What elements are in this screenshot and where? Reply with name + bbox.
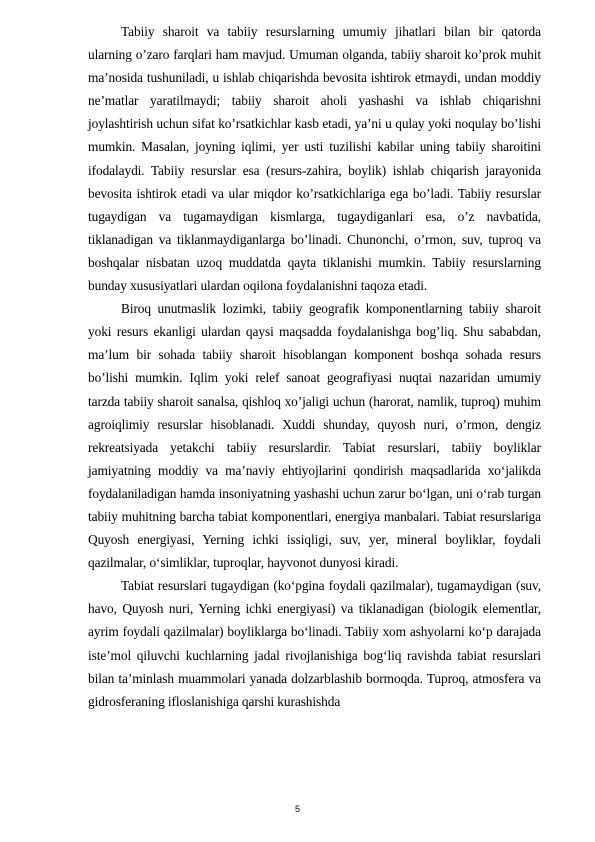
body-paragraph: Tabiat resurslari tugaydigan (ko‘pgina foydali qazilmalar), tugamaydigan (suv, havo, Quyosh nuri, Yerning ichki energiyasi) va tiklanadigan (biologik elementlar, ayrim foydali qazilmalar) boyliklarga bo‘linadi. Tabiiy xom ashyolarni ko‘p darajada iste’mol qiluvchi kuchlarning jadal rivojlanishiga bog‘liq ravishda tabiat resurslari bilan ta’minlash muammolari yanada dolzarblashib bormoqda. Tuproq, atmosfera va gidrosferaning ifloslanishiga qarshi kurashishda bbox=[88, 578, 541, 709]
body-paragraph: Biroq unutmaslik lozimki, tabiiy geografik komponentlarning tabiiy sharoit yoki resurs ekanligi ulardan qaysi maqsadda foydalanishga bog’liq. Shu sababdan, ma’lum bir sohada tabiiy sharoit hisoblangan komponent boshqa sohada resurs bo’lishi mumkin. Iqlim yoki relef sanoat geografiyasi nuqtai nazaridan umumiy tarzda tabiiy sharoit sanalsa, qishloq xo’jaligi uchun (harorat, namlik, tuproq) muhim agroiqlimiy resurslar hisoblanadi. Xuddi shunday, quyosh nuri, o’rmon, dengiz rekreatsiyada yetakchi tabiiy resurslardir. Tabiat resurslari, tabiiy boyliklar jamiyatning moddiy va ma’naviy ehtiyojlarini qondirish maqsadlarida xo‘jalikda foydalaniladigan hamda insoniyatning yashashi uchun zarur bo‘lgan, uni o‘rab turgan tabiiy muhitning barcha tabiat komponentlari, energiya manbalari. Tabiat resurslariga Quyosh energiyasi, Yerning ichki issiqligi, suv, yer, mineral boyliklar, foydali qazilmalar, o‘simliklar, tuproqlar, hayvonot dunyosi kiradi. bbox=[88, 301, 541, 571]
body-paragraph: Tabiiy sharoit va tabiiy resurslarning umumiy jihatlari bilan bir qatorda ularning o’zaro farqlari ham mavjud. Umuman olganda, tabiiy sharoit ko’prok muhit ma’nosida tushuniladi, u ishlab chiqarishda bevosita ishtirok etmaydi, undan moddiy ne’matlar yaratilmaydi; tabiiy sharoit aholi yashashi va ishlab chiqarishni joylashtirish uchun sifat ko’rsatkichlar kasb etadi, ya’ni u qulay yoki noqulay bo’lishi mumkin. Masalan, joyning iqlimi, yer usti tuzilishi kabilar uning tabiiy sharoitini ifodalaydi. Tabiiy resurslar esa (resurs-zahira, boylik) ishlab chiqarish jarayonida bevosita ishtirok etadi va ular miqdor ko’rsatkichlariga ega bo’ladi. Tabiiy resurslar tugaydigan va tugamaydigan kismlarga, tugaydiganlari esa, o’z navbatida, tiklanadigan va tiklanmaydiganlarga bo’linadi. Chunonchi, o’rmon, suv, tuproq va boshqalar nisbatan uzoq muddatda qayta tiklanishi mumkin. Tabiiy resurslarning bunday xususiyatlari ulardan oqilona foydalanishni taqoza etadi. bbox=[88, 24, 541, 294]
document-page bbox=[88, 20, 541, 713]
page-number: 5 bbox=[294, 804, 300, 814]
